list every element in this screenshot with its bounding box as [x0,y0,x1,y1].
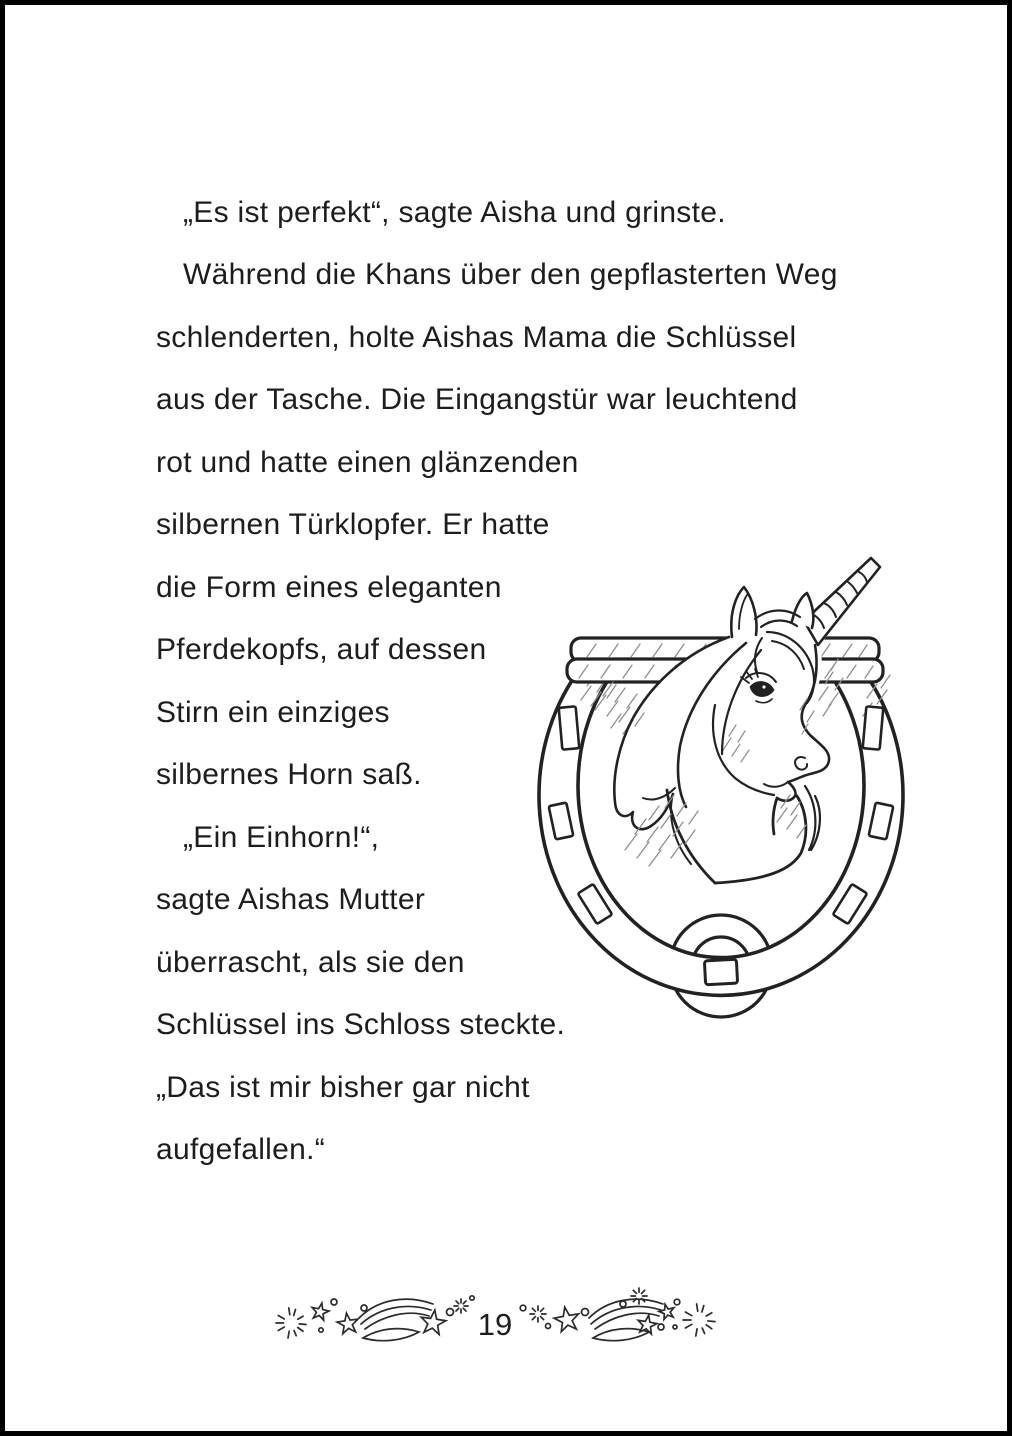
firework-burst-icon [683,1304,715,1336]
shooting-star-swoosh-icon [359,1299,433,1340]
dot-icon [546,1324,551,1329]
dot-icon [582,1309,589,1316]
text-line-5: rot und hatte einen glänzenden [156,446,579,479]
unicorn-door-knocker-illustration [515,550,965,1040]
dot-icon [658,1324,664,1330]
text-line-8: Pferdekopfs, auf dessen [156,633,487,666]
dot-icon [674,1299,680,1305]
dot-icon [470,1296,474,1300]
sparkle-icon [530,1306,546,1322]
star-icon [310,1301,330,1320]
text-line-7: die Form eines eleganten [156,571,502,604]
text-line-10: silbernes Horn saß. [156,758,422,791]
text-line-11: „Ein Einhorn!“, [183,821,380,854]
text-line-13: überrascht, als sie den [156,946,465,979]
dot-icon [520,1305,526,1311]
text-line-12: sagte Aishas Mutter [156,883,426,916]
text-line-4: aus der Tasche. Die Eingangstür war leuchtend [156,383,798,416]
dot-icon [447,1309,454,1316]
dot-icon [319,1328,323,1332]
text-line-2: Während die Khans über den gepflasterten Weg [183,258,838,291]
dot-icon [361,1305,367,1311]
text-line-1: „Es ist perfekt“, sagte Aisha und grinste. [183,196,726,229]
sparkle-icon [454,1299,468,1313]
eye [751,682,773,695]
text-line-6: silbernen Türklopfer. Er hatte [156,508,550,541]
text-line-15: „Das ist mir bisher gar nicht [156,1071,530,1104]
sparkle-ornament-right [517,1282,732,1348]
sparkle-ornament-left [271,1286,476,1348]
sparkle-icon [631,1288,647,1304]
dot-icon [331,1299,337,1305]
dot-icon [673,1325,677,1329]
firework-burst-icon [276,1308,306,1338]
unicorn-horn [804,558,880,645]
text-line-3: schlenderten, holte Aishas Mama die Schlüssel [156,321,797,354]
page-number: 19 [477,1307,513,1342]
text-line-9: Stirn ein einziges [156,696,390,729]
star-icon [419,1308,447,1335]
dot-icon [620,1301,626,1307]
star-icon [336,1312,359,1335]
unicorn-head [595,558,880,883]
knocker-plate [704,959,737,985]
star-icon [658,1302,676,1320]
text-line-16: aufgefallen.“ [156,1133,326,1166]
star-icon [553,1305,581,1332]
text-line-14: Schlüssel ins Schloss steckte. [156,1008,566,1041]
